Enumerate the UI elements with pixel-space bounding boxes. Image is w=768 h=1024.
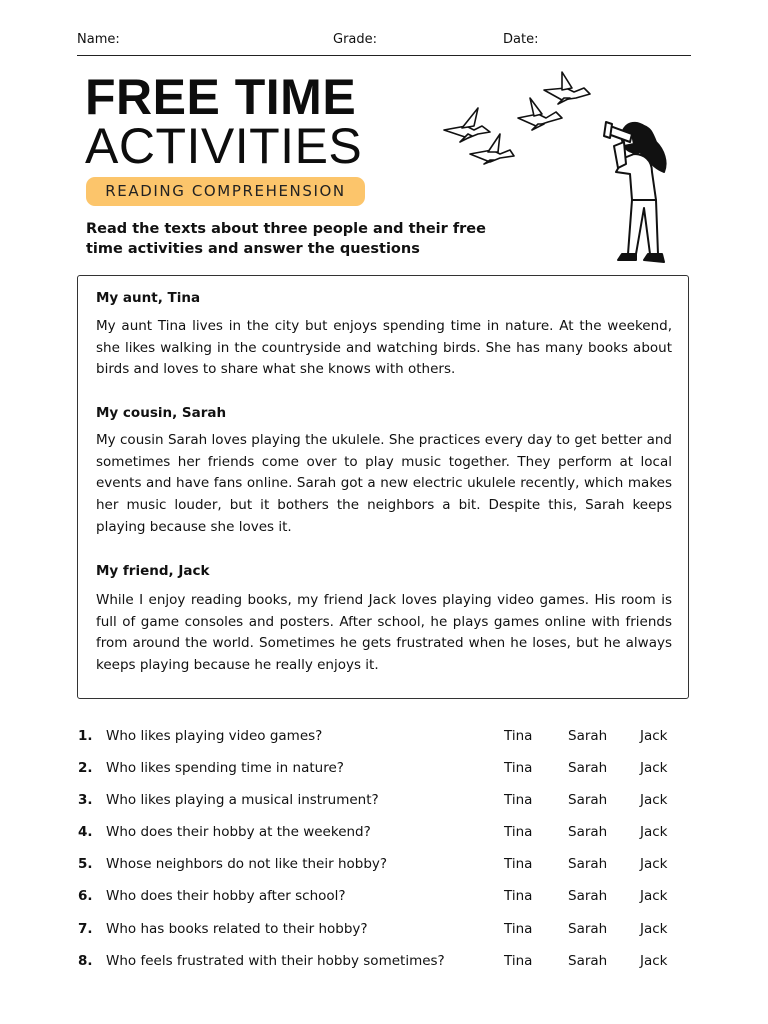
question-row bbox=[78, 947, 698, 979]
option-tina[interactable]: Tina bbox=[504, 920, 533, 937]
title-line-1: FREE TIME bbox=[85, 69, 357, 125]
bird-icon bbox=[518, 98, 562, 130]
option-sarah[interactable]: Sarah bbox=[568, 792, 608, 809]
question-text: Who feels frustrated with their hobby sometimes? bbox=[106, 952, 445, 969]
question-list bbox=[78, 722, 698, 979]
question-text: Who has books related to their hobby? bbox=[106, 920, 368, 937]
question-row bbox=[78, 786, 698, 818]
question-number: 8. bbox=[78, 952, 93, 969]
option-sarah[interactable]: Sarah bbox=[568, 824, 608, 841]
question-row bbox=[78, 850, 698, 882]
option-tina[interactable]: Tina bbox=[504, 952, 533, 969]
option-sarah[interactable]: Sarah bbox=[568, 728, 608, 744]
girl-telescope-birds-icon bbox=[438, 68, 678, 268]
option-tina[interactable]: Tina bbox=[504, 792, 533, 809]
option-sarah[interactable]: Sarah bbox=[568, 888, 608, 905]
option-sarah[interactable]: Sarah bbox=[568, 856, 608, 873]
question-row bbox=[78, 882, 698, 914]
question-number: 4. bbox=[78, 824, 93, 841]
question-row bbox=[78, 915, 698, 947]
question-row bbox=[78, 754, 698, 786]
question-number: 6. bbox=[78, 888, 93, 905]
question-number: 3. bbox=[78, 792, 93, 809]
bird-icon bbox=[470, 134, 514, 164]
question-text: Whose neighbors do not like their hobby? bbox=[106, 856, 388, 873]
question-text: Who likes spending time in nature? bbox=[106, 760, 344, 777]
option-tina[interactable]: Tina bbox=[504, 728, 533, 744]
option-sarah[interactable]: Sarah bbox=[568, 920, 608, 937]
name-label: Name: bbox=[77, 32, 120, 47]
option-jack[interactable]: Jack bbox=[640, 920, 668, 937]
question-number: 7. bbox=[78, 920, 93, 937]
instructions: Read the texts about three people and their free time activities and answer the questions bbox=[86, 221, 486, 257]
title-line-2: ACTIVITIES bbox=[85, 118, 363, 174]
reading-comprehension-badge: READING COMPREHENSION bbox=[86, 177, 365, 206]
section-heading-tina: My aunt, Tina bbox=[96, 290, 201, 306]
section-text-tina: My aunt Tina lives in the city but enjoys spending time in nature. At the weekend, she likes walking in the countryside and watching birds. She has many books about birds and loves to share what she knows with others. bbox=[96, 318, 672, 378]
option-jack[interactable]: Jack bbox=[640, 760, 668, 777]
option-sarah[interactable]: Sarah bbox=[568, 952, 608, 969]
section-heading-jack: My friend, Jack bbox=[96, 563, 210, 579]
question-text: Who likes playing video games? bbox=[106, 728, 323, 744]
question-text: Who does their hobby after school? bbox=[106, 888, 346, 905]
question-number: 2. bbox=[78, 760, 93, 777]
option-jack[interactable]: Jack bbox=[640, 792, 668, 809]
question-row bbox=[78, 818, 698, 850]
question-row bbox=[78, 722, 698, 754]
header-fields bbox=[77, 31, 691, 56]
option-sarah[interactable]: Sarah bbox=[568, 760, 608, 777]
bird-icon bbox=[444, 108, 490, 142]
section-text-jack: While I enjoy reading books, my friend Jack loves playing video games. His room is full of game consoles and posters. After school, he plays games online with friends from around the world. Sometimes he gets frustrated when he loses, but he always keeps playing because he really enjoys it. bbox=[96, 592, 672, 674]
option-tina[interactable]: Tina bbox=[504, 856, 533, 873]
question-number: 1. bbox=[78, 728, 93, 744]
date-label: Date: bbox=[503, 32, 539, 47]
section-text-sarah: My cousin Sarah loves playing the ukulele. She practices every day to get better and sometimes her friends come over to play music together. They perform at local events and have fans online. Sarah got a new electric ukulele recently, which makes her music louder, but it bothers the neighbors a bit. Despite this, Sarah keeps playing because she loves it. bbox=[96, 432, 672, 535]
girl-icon bbox=[604, 122, 666, 262]
option-jack[interactable]: Jack bbox=[640, 952, 668, 969]
bird-icon bbox=[544, 72, 590, 104]
option-tina[interactable]: Tina bbox=[504, 760, 533, 777]
option-tina[interactable]: Tina bbox=[504, 824, 533, 841]
question-text: Who likes playing a musical instrument? bbox=[106, 792, 379, 809]
question-text: Who does their hobby at the weekend? bbox=[106, 824, 371, 841]
option-jack[interactable]: Jack bbox=[640, 728, 668, 744]
option-jack[interactable]: Jack bbox=[640, 888, 668, 905]
option-jack[interactable]: Jack bbox=[640, 824, 668, 841]
option-tina[interactable]: Tina bbox=[504, 888, 533, 905]
option-jack[interactable]: Jack bbox=[640, 856, 668, 873]
section-heading-sarah: My cousin, Sarah bbox=[96, 405, 227, 421]
question-number: 5. bbox=[78, 856, 93, 873]
grade-label: Grade: bbox=[333, 32, 378, 47]
reading-text-box bbox=[77, 275, 689, 699]
